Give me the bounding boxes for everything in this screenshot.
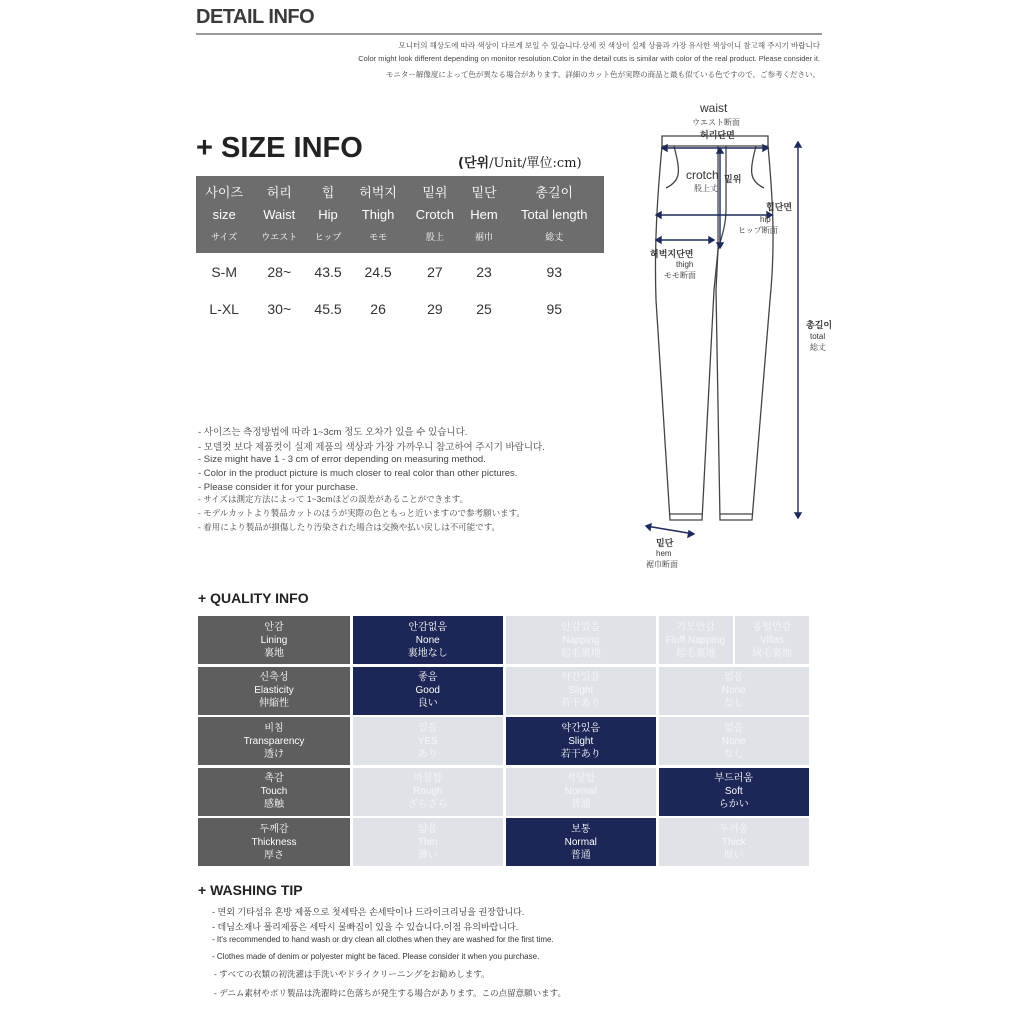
- quality-option-line: らかい: [718, 799, 749, 810]
- quality-row-head: [198, 818, 350, 866]
- quality-option: [353, 768, 504, 816]
- hip-label-jp: ヒップ断面: [738, 226, 778, 235]
- hip-header-cell: [306, 176, 350, 253]
- washing-line: - デニム素材やポリ製品は洗濯時に色落ちが発生する場合があります。この点留意願います。: [214, 988, 566, 998]
- thigh-label-ko: 허벅지단면: [650, 249, 694, 259]
- total-length-cell: 95: [546, 300, 563, 317]
- quality-row-head: [198, 616, 350, 664]
- hem-cell: 25: [476, 300, 492, 317]
- waist-label-ko: 허리단면: [700, 130, 735, 140]
- quality-option-line: None: [415, 634, 440, 646]
- quality-head-line: 안감: [264, 621, 284, 633]
- thigh-header-cell: [350, 176, 406, 253]
- header-jp: 裾巾: [475, 231, 494, 242]
- header-ko: 총길이: [535, 184, 574, 200]
- quality-head-line: Transparency: [243, 735, 305, 747]
- header-ko: 허리: [266, 184, 292, 200]
- quality-option-line: 두꺼움: [719, 823, 749, 835]
- washing-tip-title: + WASHING TIP: [198, 882, 303, 898]
- quality-option: [506, 667, 657, 715]
- size-note: - 모델컷 보다 제품컷이 실제 제품의 색상과 가장 가까우니 참고하여 주시기 바랍니다.: [198, 442, 545, 453]
- table-row: [196, 290, 604, 327]
- quality-option-line: 부드러움: [714, 773, 754, 784]
- quality-head-line: Touch: [260, 786, 288, 797]
- quality-option-line: Thin: [418, 836, 438, 848]
- thigh-label-jp: モモ断面: [664, 271, 696, 280]
- header-en: Thigh: [361, 206, 395, 222]
- size-note: - サイズは測定方法によって 1~3cmほどの誤差があることができます。: [198, 494, 468, 504]
- quality-option-line: 얇음: [418, 823, 438, 835]
- quality-option: [735, 616, 809, 664]
- quality-option-line: あり: [417, 748, 438, 760]
- header-jp: モモ: [369, 231, 388, 242]
- header-ko: 밑단: [471, 184, 497, 200]
- washing-line: - It's recommended to hand wash or dry clean all clothes when they are washed for the first time.: [212, 935, 554, 944]
- quality-option-line: 厚い: [723, 849, 744, 861]
- size-note: - 着用により製品が損傷したり汚染された場合は交換や払い戻しは不可能です。: [198, 522, 501, 532]
- crotch-cell: 27: [427, 263, 443, 280]
- quality-head-line: Lining: [260, 634, 288, 646]
- quality-head-line: 신축성: [259, 672, 289, 683]
- quality-option-line: 없음: [724, 722, 744, 734]
- quality-option-line: Slight: [568, 685, 594, 696]
- quality-option-line: 기모안감: [676, 621, 715, 633]
- quality-head-line: 비침: [264, 722, 284, 734]
- quality-head-line: Elasticity: [254, 685, 294, 696]
- quality-head-line: 透け: [264, 748, 284, 760]
- quality-head-line: 두께감: [259, 823, 289, 835]
- quality-option-line: 좋음: [418, 672, 438, 683]
- waist-label: waist: [700, 101, 728, 115]
- quality-option-line: Slight: [568, 735, 594, 747]
- quality-option-line: YES: [417, 735, 438, 747]
- thigh-label: thigh: [676, 260, 694, 269]
- quality-option-line: 絨毛裏地: [752, 647, 792, 659]
- total-length-cell: 93: [546, 263, 563, 280]
- quality-row: [198, 768, 810, 816]
- quality-option: [659, 717, 810, 765]
- washing-line: - 데님소재나 폴리제품은 세탁시 물빠짐이 있을 수 있습니다.이점 유의바랍니다.: [212, 922, 519, 932]
- unit-label-rest: /Unit/單位:cm): [489, 156, 582, 171]
- quality-option-line: 보통: [571, 823, 591, 835]
- quality-option-selected: [353, 616, 504, 664]
- quality-option-line: Rough: [413, 786, 443, 797]
- quality-row: [198, 616, 810, 664]
- quality-row: [198, 667, 810, 715]
- unit-label: [458, 152, 582, 171]
- thigh-cell: 26: [370, 300, 386, 317]
- size-note: - Please consider it for your purchase.: [198, 482, 358, 493]
- quality-head-line: 裏地: [264, 647, 284, 659]
- quality-option-line: なし: [723, 748, 744, 760]
- hem-label-jp: 裾巾断面: [646, 560, 678, 569]
- size-header-cell: [196, 176, 252, 253]
- quality-option-line: Normal: [564, 786, 597, 797]
- hem-label-ko: 밑단: [656, 538, 674, 548]
- header-jp: 股上: [425, 231, 444, 242]
- header-ko: 허벅지: [359, 184, 397, 200]
- quality-option-selected: [506, 818, 657, 866]
- hip-label-ko: 힙단면: [766, 202, 793, 212]
- total-label: total: [810, 332, 826, 341]
- header-note-en: Color might look different depending on monitor resolution.Color in the detail cuts is similar with color of the real product. Please consider it.: [358, 54, 820, 63]
- size-table: [196, 176, 604, 327]
- quality-option: [506, 616, 657, 664]
- waist-header-cell: [252, 176, 306, 253]
- quality-option-line: Napping: [562, 634, 600, 646]
- quality-option: [506, 768, 657, 816]
- hem-header-cell: [464, 176, 505, 253]
- header-ko: 사이즈: [205, 184, 244, 200]
- quality-option-selected: [353, 667, 504, 715]
- quality-option-line: Soft: [724, 786, 743, 797]
- quality-option-line: 안감없음: [408, 621, 448, 633]
- table-row: [196, 253, 604, 290]
- quality-option-line: 起毛裏地: [560, 647, 601, 659]
- quality-option-line: 약간있음: [561, 672, 601, 683]
- title-divider: [196, 33, 822, 35]
- waist-cell: 28~: [267, 263, 292, 280]
- quality-option-line: 적당함: [566, 773, 596, 784]
- header-en: Waist: [263, 206, 296, 222]
- header-ko: 힙: [321, 184, 335, 200]
- washing-line: - 면외 기타섬유 혼방 제품으로 첫세탁은 손세탁이나 드라이크리닝을 권장합니다.: [212, 907, 525, 917]
- total-label-ko: 총길이: [806, 320, 833, 330]
- crotch-label-ko: 밑위: [724, 174, 742, 184]
- size-note: - Size might have 1 - 3 cm of error depending on measuring method.: [198, 454, 486, 465]
- quality-option-line: 起毛裏地: [675, 647, 716, 659]
- quality-option-line: Villas: [760, 634, 784, 646]
- header-en: Hip: [318, 206, 338, 222]
- quality-option-selected: [659, 768, 810, 816]
- quality-option-line: Thick: [721, 836, 746, 848]
- quality-option-line: なし: [723, 698, 744, 709]
- quality-row-head: [198, 768, 350, 816]
- washing-line: - Clothes made of denim or polyester might be faced. Please consider it when you purchase.: [212, 952, 540, 961]
- hip-label: hip: [760, 215, 771, 224]
- washing-line: - すべての衣類の初洗濯は手洗いやドライクリーニングをお勧めします。: [214, 969, 490, 979]
- quality-head-line: 伸縮性: [259, 698, 289, 709]
- crotch-cell: 29: [427, 300, 443, 317]
- size-cell: S-M: [211, 263, 237, 280]
- quality-info-title: + QUALITY INFO: [198, 590, 309, 606]
- header-en: Total length: [521, 206, 588, 222]
- header-jp: ヒップ: [314, 231, 342, 242]
- quality-option-selected: [506, 717, 657, 765]
- size-note: - Color in the product picture is much closer to real color than other pictures.: [198, 468, 518, 479]
- size-cell: L-XL: [209, 300, 239, 317]
- quality-head-line: 촉감: [264, 773, 284, 784]
- hem-label: hem: [656, 549, 672, 558]
- quality-option-line: None: [721, 685, 746, 696]
- size-info-title: + SIZE INFO: [196, 132, 363, 164]
- quality-option-line: 안감있음: [561, 621, 601, 633]
- size-note: - 사이즈는 측정방법에 따라 1~3cm 정도 오차가 있을 수 있습니다.: [198, 427, 468, 438]
- quality-option-line: 若干あり: [560, 748, 601, 760]
- quality-option: [353, 717, 504, 765]
- header-en: Hem: [470, 206, 498, 222]
- header-jp: 総丈: [545, 231, 564, 242]
- quality-option-line: ざらざら: [407, 799, 448, 810]
- waist-cell: 30~: [267, 300, 292, 317]
- quality-option-line: 있음: [418, 722, 438, 734]
- quality-option: [659, 667, 810, 715]
- quality-option-line: 普通: [570, 799, 591, 810]
- quality-option-line: 裏地なし: [407, 647, 448, 659]
- crotch-label: crotch: [686, 168, 719, 182]
- hip-cell: 45.5: [314, 300, 342, 317]
- hip-cell: 43.5: [314, 263, 342, 280]
- quality-head-line: 感触: [264, 799, 284, 810]
- header-jp: サイズ: [211, 231, 238, 242]
- quality-head-line: Thickness: [251, 836, 297, 848]
- quality-option: [353, 818, 504, 866]
- header-note-jp: モニター解像度によって色が異なる場合があります。詳細のカット色が実際の商品と最も似ている色ですので、ご参考ください。: [385, 70, 820, 79]
- quality-row-head: [198, 717, 350, 765]
- quality-option-line: None: [721, 735, 746, 747]
- total-length-header-cell: [505, 176, 604, 253]
- size-table-header: [196, 176, 604, 253]
- quality-option-line: Good: [415, 685, 440, 696]
- quality-option-line: 普通: [570, 849, 591, 861]
- header-en: size: [212, 206, 236, 222]
- quality-option: [659, 616, 733, 664]
- crotch-label-jp: 股上丈: [694, 184, 718, 193]
- quality-option-line: 융털안감: [752, 621, 792, 633]
- quality-option-line: 없음: [724, 672, 744, 683]
- quality-option: [659, 818, 810, 866]
- thigh-cell: 24.5: [364, 263, 392, 280]
- quality-row-head: [198, 667, 350, 715]
- quality-row: [198, 818, 810, 866]
- unit-label-ko: (단위: [458, 156, 490, 171]
- quality-option-line: Normal: [564, 836, 597, 848]
- size-note: - モデルカットより製品カットのほうが実際の色ともっと近いますので参考願います。: [198, 508, 525, 518]
- quality-row: [198, 717, 810, 765]
- quality-option-line: 약간있음: [561, 722, 601, 734]
- hem-cell: 23: [476, 263, 492, 280]
- detail-info-title: DETAIL INFO: [196, 6, 315, 28]
- total-label-jp: 総丈: [810, 343, 826, 352]
- header-note-ko: 모니터의 해상도에 따라 색상이 다르게 보일 수 있습니다.상세 컷 색상이 실제 상품과 가장 유사한 색상이니 참고해 주시기 바랍니다: [398, 41, 820, 50]
- quality-head-line: 厚さ: [264, 849, 284, 861]
- quality-option-line: Fluff Napping: [665, 634, 726, 646]
- crotch-header-cell: [406, 176, 463, 253]
- quality-option-line: 若干あり: [560, 698, 601, 709]
- quality-option-line: 良い: [417, 698, 438, 709]
- quality-option-line: 薄い: [417, 849, 438, 861]
- waist-label-jp: ウエスト断面: [692, 118, 740, 127]
- header-en: Crotch: [415, 206, 455, 222]
- header-ko: 밑위: [422, 184, 448, 200]
- quality-option-line: 까칠함: [413, 773, 443, 784]
- header-jp: ウエスト: [261, 231, 298, 242]
